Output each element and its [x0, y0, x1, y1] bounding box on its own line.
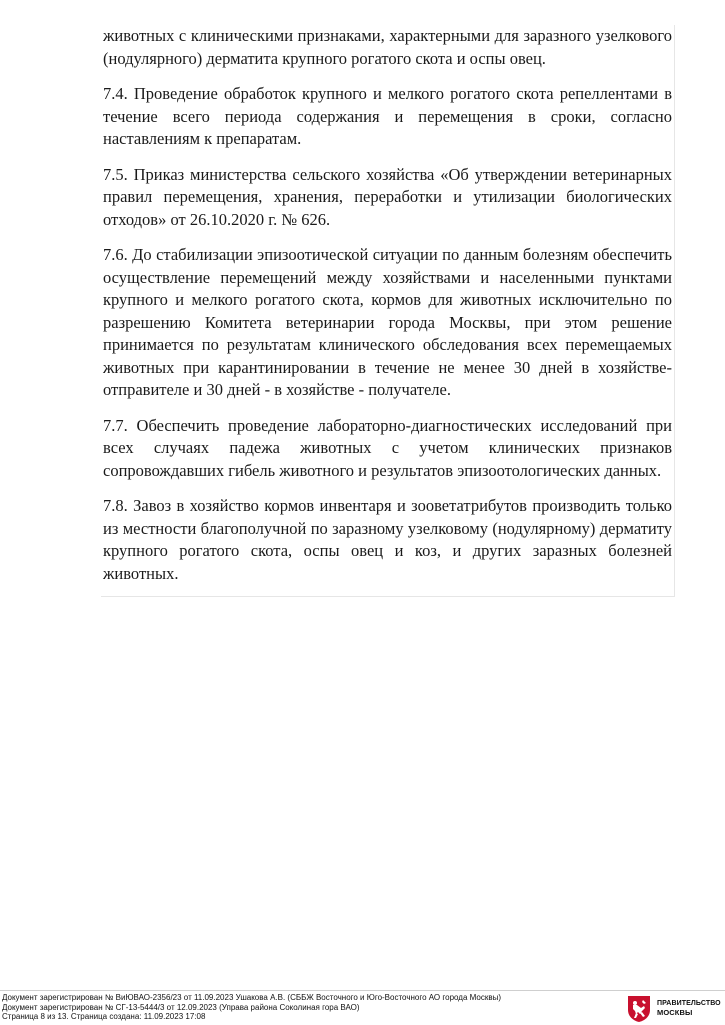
registration-info — [2, 993, 501, 1022]
paragraph-7-7: 7.7. Обеспечить проведение лабораторно-диагностических исследований при всех случаях падежа животных с учетом клинических признаков сопровождавших гибель животного и результатов эпизоотологических данных. — [103, 415, 672, 480]
paragraph-7-6: 7.6. До стабилизации эпизоотической ситуации по данным болезням обеспечить осуществление перемещений между хозяйствами и населенными пунктами крупного и мелкого рогатого скота, кормов для животных исключительно по разрешению Комитета ветеринарии города Москвы, при этом решение принимается по результатам клинического обследования всех перемещаемых животных при карантинировании в течение не менее 30 дней в хозяйстве-отправителе и 30 дней - в хозяйстве - получателе. — [103, 245, 672, 399]
registration-line-2: Документ зарегистрирован № СГ-13-5444/3 от 12.09.2023 (Управа района Соколиная гора ВАО) — [2, 1002, 360, 1012]
paragraph-7-3-continuation: животных с клиническими признаками, характерными для заразного узелкового (нодулярного) дерматита крупного рогатого скота и оспы овец. — [103, 26, 672, 68]
page-info: Страница 8 из 13. Страница создана: 11.09.2023 17:08 — [2, 1012, 206, 1022]
moscow-coat-of-arms-icon — [627, 995, 651, 1023]
logo-line-1: ПРАВИТЕЛЬСТВО — [657, 1000, 721, 1007]
paragraph-7-5: 7.5. Приказ министерства сельского хозяйства «Об утверждении ветеринарных правил перемещения, хранения, переработки и утилизации биологических отходов» от 26.10.2020 г. № 626. — [103, 164, 672, 229]
document-body — [101, 25, 675, 597]
registration-line-1: Документ зарегистрирован № ВиЮВАО-2356/23 от 11.09.2023 Ушакова А.В. (СББЖ Восточного и Юго-Восточного АО города Москвы) — [2, 993, 501, 1002]
logo-line-2: МОСКВЫ — [657, 1008, 693, 1017]
registration-footer — [0, 990, 725, 1025]
paragraph-7-4: 7.4. Проведение обработок крупного и мелкого рогатого скота репеллентами в течение всего периода содержания и перемещения в сроки, согласно наставлениям к препаратам. — [103, 84, 672, 148]
government-logo-text — [657, 999, 721, 1017]
paragraph-7-8: 7.8. Завоз в хозяйство кормов инвентаря и зооветатрибутов производить только из местности благополучной по заразному узелковому (нодулярному) дерматиту крупного рогатого скота, оспы овец и коз, и других заразных болезней животных. — [103, 496, 672, 583]
